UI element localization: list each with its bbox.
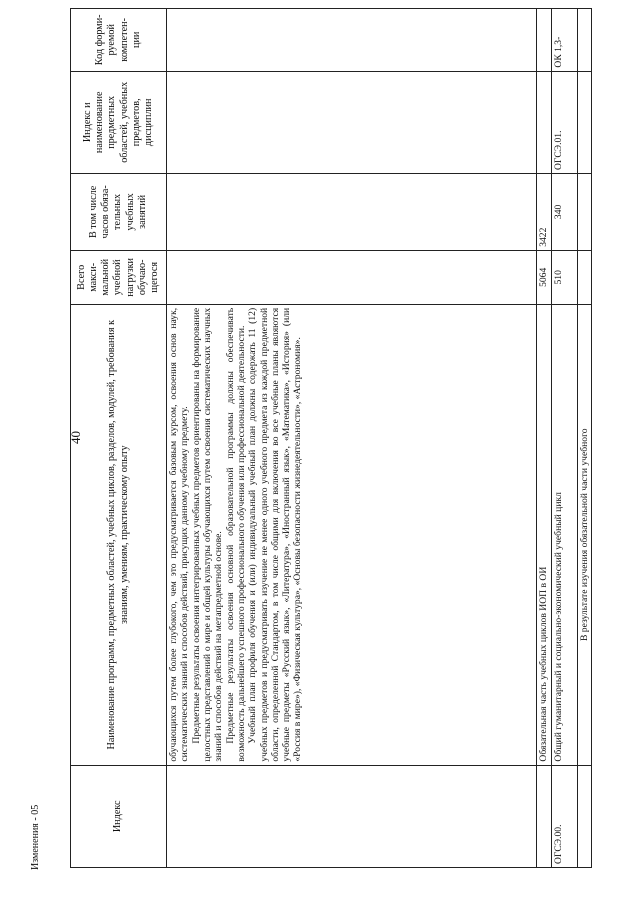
row3-index xyxy=(577,765,591,867)
row1-subject-index xyxy=(537,71,551,173)
table-row xyxy=(537,9,551,868)
row1-index xyxy=(537,765,551,867)
row2-index: ОГСЭ.00. xyxy=(551,765,577,867)
footer-note: Изменения - 05 xyxy=(30,804,41,870)
row3-required-hours xyxy=(577,174,591,251)
paragraph-2: Предметные результаты освоения интегрированных учебных предметов ориентированы на формирование целостных представлений о мире и общей культуры обучающихся путем освоения систематических научных знаний и способов действий на метапредметной основе. xyxy=(190,307,225,762)
table-row xyxy=(577,9,591,868)
header-description: Наименование программ, предметных областей, учебных циклов, разделов, модулей, требования к знаниям, умениям, практическому опыту xyxy=(71,304,167,765)
row3-subject-index xyxy=(577,71,591,173)
row2-competence: ОК 1,3- xyxy=(551,9,577,72)
curriculum-table xyxy=(70,8,592,868)
row2-max-load: 510 xyxy=(551,250,577,304)
header-required-hours: В том числе часов обяза-тельных учебных занятий xyxy=(71,174,167,251)
header-competence-code: Код форми-руемой компетен-ции xyxy=(71,9,167,72)
page-number: 40 xyxy=(68,431,83,444)
paragraph-3: Предметные результаты освоения основной образовательной программы должны обеспечивать возможность дальнейшего успешного профессионального обучения или профессиональной деятельности. xyxy=(224,307,247,762)
row3-description: В результате изучения обязательной части учебного xyxy=(577,304,591,765)
row3-max-load xyxy=(577,250,591,304)
header-index: Индекс xyxy=(71,765,167,867)
content-max-cell xyxy=(167,250,537,304)
header-row xyxy=(71,9,167,868)
content-req-cell xyxy=(167,174,537,251)
row2-required-hours: 340 xyxy=(551,174,577,251)
row3-competence xyxy=(577,9,591,72)
row2-subject-index: ОГСЭ.01. xyxy=(551,71,577,173)
rotated-table-container xyxy=(70,8,592,868)
content-subject-cell xyxy=(167,71,537,173)
content-row xyxy=(167,9,537,868)
table-row xyxy=(551,9,577,868)
row1-required-hours: 3422 xyxy=(537,174,551,251)
content-comp-cell xyxy=(167,9,537,72)
header-max-load: Всего макси-мальной учебной нагрузки обучаю-щегося xyxy=(71,250,167,304)
content-index-cell xyxy=(167,765,537,867)
header-subject-index: Индекс и наименование предметных областей, учебных предметов, дисциплин xyxy=(71,71,167,173)
paragraph-4: Учебный план профиля обучения и (или) индивидуальный учебный план должны содержать 11 (12) учебных предметов и предусматривать изучение не менее одного учебного предмета из каждой предметной области, определенной Стандартом, в том числе общими для включения во все учебные планы являются учебные предметы «Русский язык», «Литература», «Иностранный язык», «Математика», «История» (или «Россия в мире»), «Физическая культура», «Основы безопасности жизнедеятельности», «Астрономия». xyxy=(247,307,304,762)
content-description-cell xyxy=(167,304,537,765)
row1-max-load: 5064 xyxy=(537,250,551,304)
paragraph-1: обучающихся путем более глубокого, чем это предусматривается базовым курсом, освоения основ наук, систематических знаний и способов действий, присущих данному учебному предмету. xyxy=(168,307,191,762)
row2-description: Общий гуманитарный и социально-экономический учебный цикл xyxy=(551,304,577,765)
row1-competence xyxy=(537,9,551,72)
row1-description: Обязательная часть учебных циклов ИОП в ОИ xyxy=(537,304,551,765)
